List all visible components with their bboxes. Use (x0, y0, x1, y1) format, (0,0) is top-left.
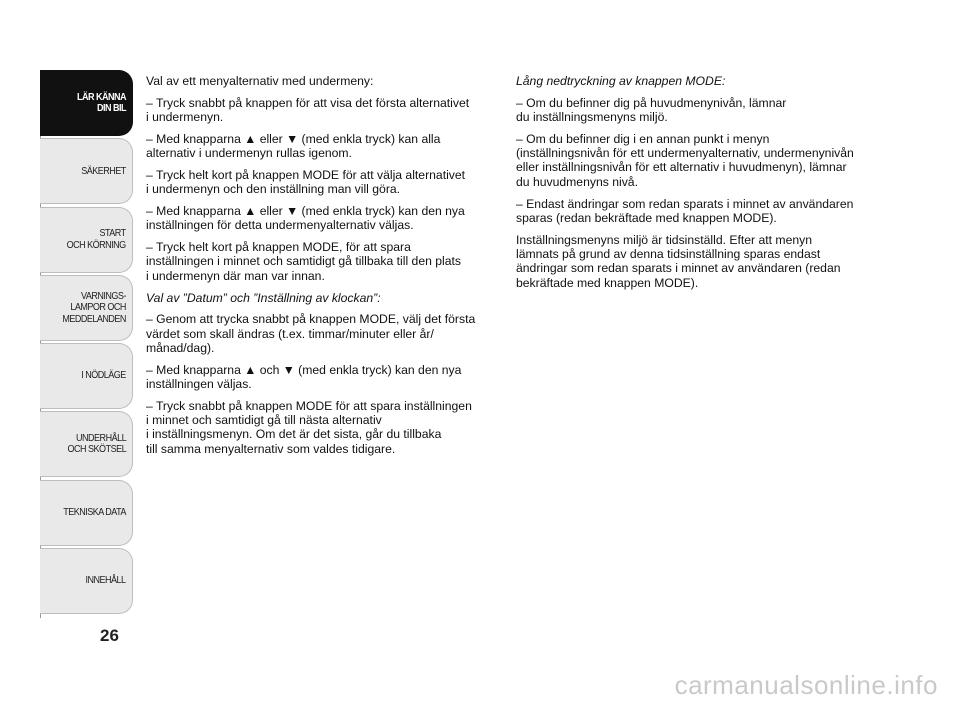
paragraph: – Med knapparna ▲ eller ▼ (med enkla tryck) kan den nya inställningen för detta undermenyalternativ väljas. (146, 204, 465, 233)
paragraph: Inställningsmenyns miljö är tidsinställd. Efter att menyn lämnats på grund av denna tidsinställning sparas endast ändringar som redan sparats i minnet av användaren (redan bekräftade med knappen MODE). (516, 232, 841, 290)
tab-label: START OCH KÖRNING (66, 227, 126, 251)
tab-start-och-korning[interactable] (40, 207, 133, 273)
tab-lar-kanna-din-bil[interactable] (40, 70, 133, 136)
tab-sakerhet[interactable] (40, 138, 133, 204)
tab-varningslampor[interactable] (40, 275, 133, 341)
paragraph: – Tryck helt kort på knappen MODE för att välja alternativet i undermenyn och den inställning man vill göra. (146, 167, 466, 197)
paragraph: – Tryck helt kort på knappen MODE, för att spara inställningen i minnet och samtidigt gå tillbaka till den plats i undermenyn där man var innan. (146, 240, 462, 283)
chapter-tabs (40, 70, 133, 616)
tab-label: I NÖDLÄGE (81, 369, 126, 382)
paragraph: – Tryck snabbt på knappen MODE för att spara inställningen i minnet och samtidigt gå till nästa alternativ i inställningsmenyn. Om det är det sista, går du tillbaka till samma menyalternativ som valdes tidigare. (146, 398, 472, 456)
tab-label: INNEHÅLL (85, 574, 126, 587)
section-heading: Val av ”Datum” och ”Inställning av klockan”: (146, 290, 381, 305)
paragraph: – Med knapparna ▲ och ▼ (med enkla tryck) kan den nya inställningen väljas. (146, 362, 462, 392)
section-heading: Lång nedtryckning av knappen MODE: (516, 74, 726, 88)
tab-label: VARNINGS- LAMPOR OCH MEDDELANDEN (62, 289, 126, 325)
tab-label: UNDERHÅLL OCH SKÖTSEL (67, 431, 126, 456)
tab-tekniska-data[interactable] (40, 480, 133, 546)
tab-underhall[interactable] (40, 411, 133, 477)
paragraph: – Om du befinner dig på huvudmenynivån, lämnar du inställningsmenyns miljö. (516, 95, 787, 125)
paragraph: – Tryck snabbt på knappen för att visa det första alternativet i undermenyn. (146, 95, 470, 125)
left-text-column (146, 74, 516, 464)
tab-label: LÄR KÄNNA DIN BIL (76, 90, 126, 114)
paragraph: – Med knapparna ▲ eller ▼ (med enkla tryck) kan alla alternativ i undermenyn rullas igenom. (146, 131, 441, 161)
tab-i-nodlage[interactable] (40, 343, 133, 409)
tab-innehall[interactable] (40, 548, 133, 614)
paragraph: Val av ett menyalternativ med undermeny: (146, 74, 374, 88)
tab-label: SÄKERHET (81, 164, 126, 177)
paragraph: – Om du befinner dig i en annan punkt i menyn (inställningsnivån för ett undermenyalternativ, undermenynivån eller inställningsnivån för ett alternativ i huvudmenyn), lämnar du huvudmenyns nivå. (516, 131, 854, 189)
paragraph: – Endast ändringar som redan sparats i minnet av användaren sparas (redan bekräftade med knappen MODE). (516, 196, 854, 225)
right-text-column (516, 74, 886, 297)
tab-label: TEKNISKA DATA (63, 506, 126, 519)
paragraph: – Genom att trycka snabbt på knappen MODE, välj det första värdet som skall ändras (t.ex. timmar/minuter eller år/ månad/dag). (146, 312, 476, 355)
page-number: 26 (100, 626, 119, 645)
watermark: carmanualsonline.info (674, 670, 938, 700)
